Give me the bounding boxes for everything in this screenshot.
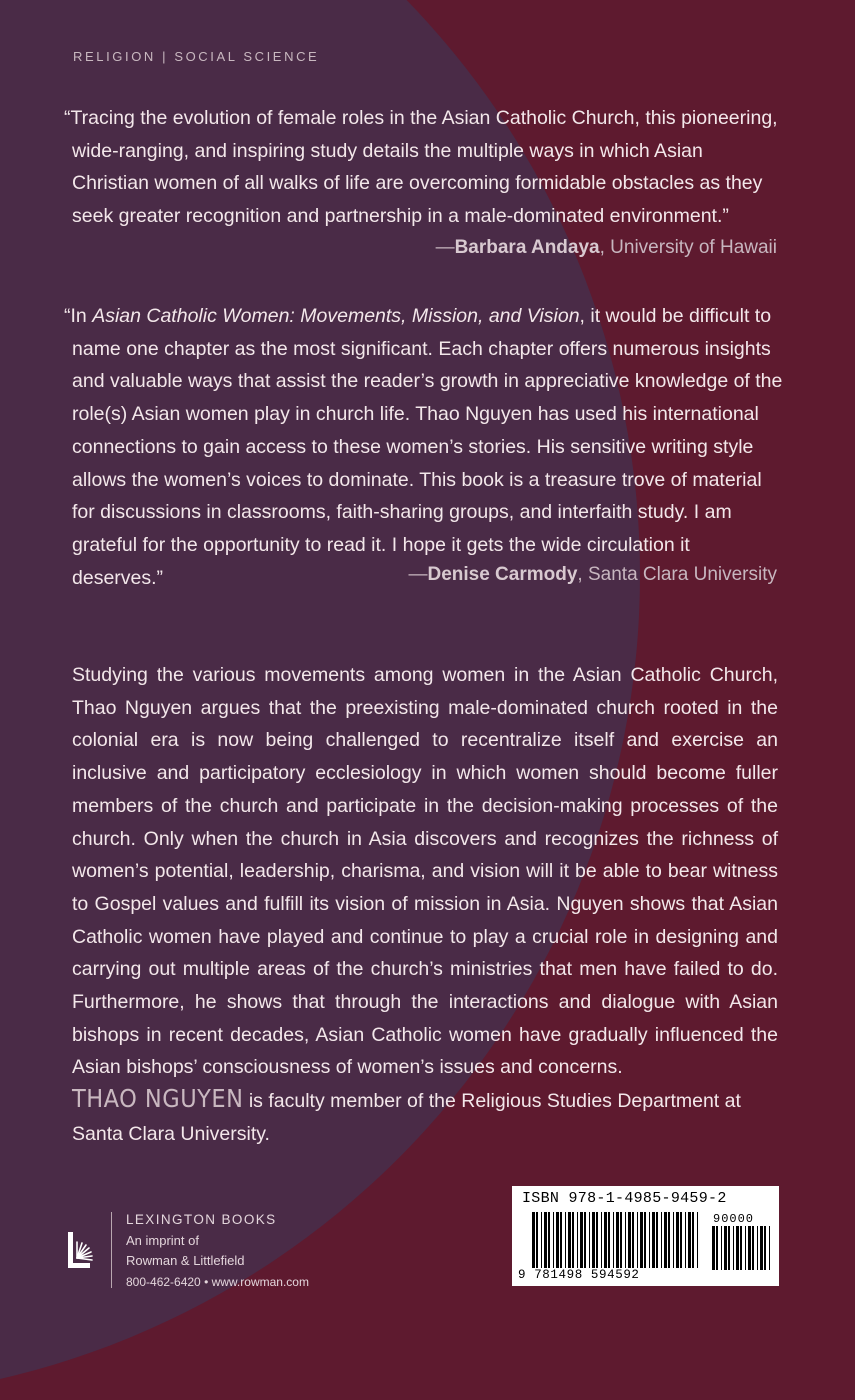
- endorsement-quote: “Tracing the evolution of female roles in the Asian Catholic Church, this pioneering, wide-ranging, and inspiring study details the multiple ways in which Asian Christian women of all walks of life are overcoming formidable obstacles as they seek greater recognition and partnership in a male-dominated environment.”: [64, 107, 778, 228]
- endorser-name: Denise Carmody: [427, 564, 578, 585]
- author-name: THAO NGUYEN: [72, 1084, 244, 1113]
- endorsement-quote: [64, 300, 784, 594]
- attribution-dash: —: [435, 237, 455, 258]
- imprint-line: An imprint of: [126, 1232, 199, 1248]
- author-bio-block: [72, 1083, 784, 1150]
- publisher-name: LEXINGTON BOOKS: [126, 1212, 277, 1227]
- publisher-contact: 800-462-6420 • www.rowman.com: [126, 1274, 309, 1289]
- publisher-block: [68, 1210, 368, 1290]
- endorsement-attribution: [436, 237, 777, 259]
- endorsement-attribution: [408, 564, 777, 586]
- endorser-affiliation: , Santa Clara University: [577, 564, 777, 585]
- barcode-digits: 9 781498 594592: [518, 1268, 640, 1282]
- endorser-affiliation: , University of Hawaii: [599, 237, 777, 258]
- isbn-label: ISBN 978-1-4985-9459-2: [522, 1190, 727, 1207]
- book-description-block: [72, 659, 778, 1084]
- author-bio: [72, 1083, 784, 1150]
- attribution-dash: —: [408, 564, 428, 585]
- author-bio-text: is faculty member of the Religious Studies Department at Santa Clara University.: [72, 1090, 741, 1145]
- parent-publisher: Rowman & Littlefield: [126, 1253, 245, 1268]
- endorsement-2: [64, 300, 784, 594]
- lexington-l-sunburst-icon: [68, 1228, 100, 1268]
- isbn-barcode: [512, 1186, 779, 1286]
- publisher-text: [126, 1210, 309, 1292]
- book-description: Studying the various movements among women in the Asian Catholic Church, Thao Nguyen argues that the preexisting male-dominated church rooted in the colonial era is now being challenged to recentralize itself and exercise an inclusive and participatory ecclesiology in which women should become fuller members of the church and participate in the decision-making processes of the church. Only when the church in Asia discovers and recognizes the richness of women’s potential, leadership, charisma, and vision will it be able to bear witness to Gospel values and fulfill its vision of mission in Asia. Nguyen shows that Asian Catholic women have played and continue to play a crucial role in designing and carrying out multiple areas of the church’s ministries that men have failed to do. Furthermore, he shows that through the interactions and dialogue with Asian bishops in recent decades, Asian Catholic women have gradually influenced the Asian bishops’ consciousness of women’s issues and concerns.: [72, 664, 778, 1079]
- quote-rest: , it would be difficult to name one chapter as the most significant. Each chapter offers numerous insights and valuable ways that assist the reader’s growth in appreciative knowledge of the role(s) Asian women play in church life. Thao Nguyen has used his international connections to gain access to these women’s stories. His sensitive writing style allows the women’s voices to dominate. This book is a treasure trove of material for discussions in classrooms, faith-sharing groups, and interfaith study. I am grateful for the opportunity to read it. I hope it gets the wide circulation it deserves.”: [72, 305, 783, 589]
- price-code: 90000: [713, 1212, 755, 1226]
- endorser-name: Barbara Andaya: [454, 237, 600, 258]
- category-label: RELIGION | SOCIAL SCIENCE: [73, 49, 320, 64]
- endorsement-1: [64, 102, 784, 233]
- quote-open: “In: [64, 305, 93, 327]
- divider: [111, 1212, 112, 1288]
- book-title: Asian Catholic Women: Movements, Mission, and Vision: [92, 305, 580, 327]
